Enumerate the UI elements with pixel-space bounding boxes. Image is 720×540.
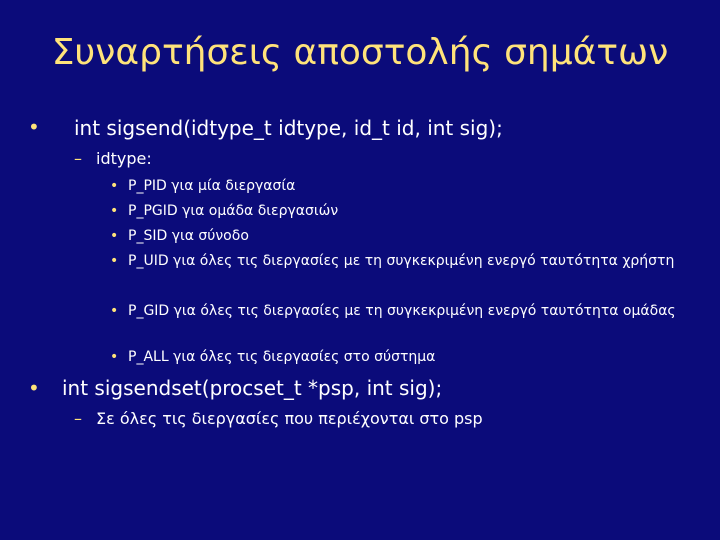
bullet-sigsendset: int sigsendset(procset_t *psp, int sig); <box>62 376 443 400</box>
sub-psp: Σε όλες τις διεργασίες που περιέχονται στο psp <box>96 409 483 428</box>
sub-idtype: idtype: <box>96 149 152 168</box>
list-item: P_PGID για ομάδα διεργασιών <box>128 203 339 219</box>
list-item: P_SID για σύνοδο <box>128 228 249 244</box>
bullet-dot: • <box>110 253 119 269</box>
slide-title: Συναρτήσεις αποστολής σημάτων <box>51 32 669 73</box>
bullet-dot: • <box>28 115 40 139</box>
dash-marker: – <box>74 149 82 168</box>
list-item: P_ALL για όλες τις διεργασίες στο σύστημα <box>128 349 436 365</box>
bullet-dot: • <box>110 349 119 365</box>
bullet-dot: • <box>110 303 119 319</box>
bullet-dot: • <box>110 228 119 244</box>
list-item: P_GID για όλες τις διεργασίες με τη συγκεκριμένη ενεργό ταυτότητα ομάδας <box>128 303 676 319</box>
bullet-sigsend: int sigsend(idtype_t idtype, id_t id, int sig); <box>74 116 503 140</box>
bullet-dot: • <box>28 376 40 400</box>
list-item: P_PID για μία διεργασία <box>128 178 296 194</box>
bullet-dot: • <box>110 178 119 194</box>
bullet-dot: • <box>110 203 119 219</box>
dash-marker: – <box>74 409 82 428</box>
list-item: P_UID για όλες τις διεργασίες με τη συγκεκριμένη ενεργό ταυτότητα χρήστη <box>128 253 675 269</box>
